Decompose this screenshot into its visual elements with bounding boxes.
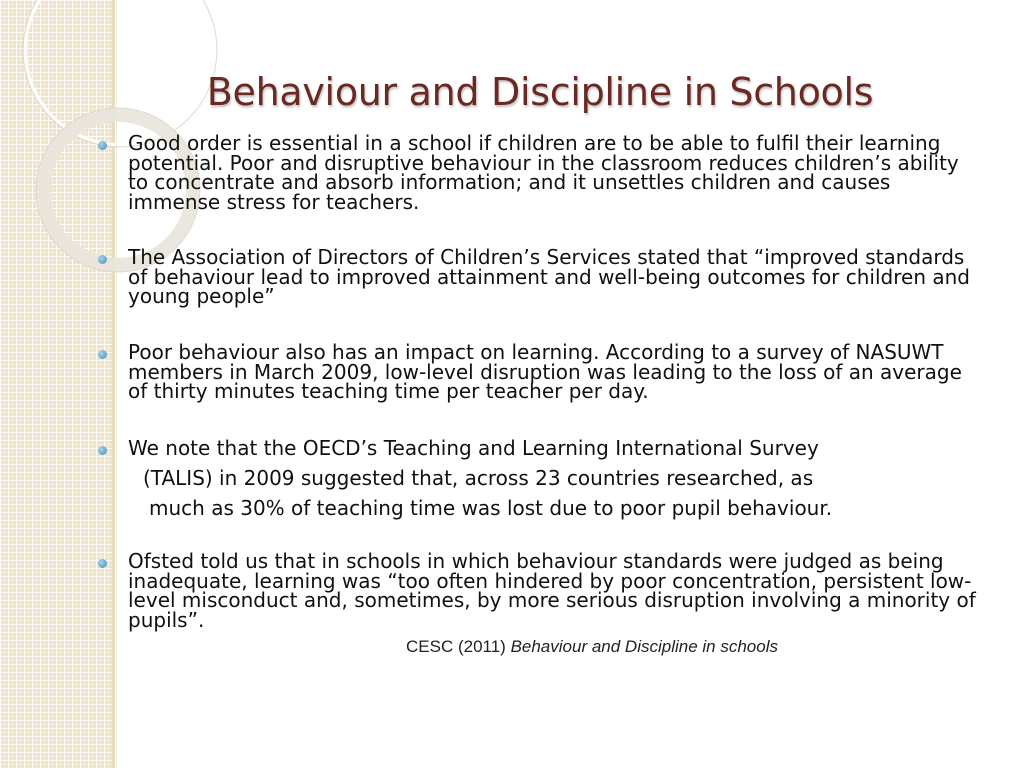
bullet-dot-icon	[98, 350, 107, 359]
bullet-text: Poor behaviour also has an impact on learning. According to a survey of NASUWT members in March 2009, low-level disruption was leading to the loss of an average of thirty minutes teaching time per teacher per day.	[128, 340, 962, 403]
citation-prefix: CESC (2011)	[406, 637, 511, 656]
bullet-dot-icon	[98, 559, 107, 568]
citation	[406, 637, 778, 657]
bullet-dot-icon	[98, 446, 107, 455]
bullet-text: The Association of Directors of Children’s Services stated that “improved standards of behaviour lead to improved attainment and well-being outcomes for children and young people”	[128, 245, 970, 308]
slide-title: Behaviour and Discipline in Schools	[206, 70, 874, 114]
bullet-text: Ofsted told us that in schools in which behaviour standards were judged as being inadequate, learning was “too often hindered by poor concentration, persistent low-level misconduct and, sometimes, by more serious disruption involving a minority of pupils”.	[128, 549, 976, 632]
bullet-dot-icon	[98, 141, 107, 150]
bullet-text: Good order is essential in a school if children are to be able to fulfil their learning potential. Poor and disruptive behaviour in the classroom reduces children’s ability to concentrate and absorb information; and it unsettles children and causes immense stress for teachers.	[128, 131, 959, 214]
bullet-text-multiline	[128, 433, 978, 523]
bullet-line: We note that the OECD’s Teaching and Learning International Survey	[128, 436, 819, 460]
bullet-line: (TALIS) in 2009 suggested that, across 23 countries researched, as	[143, 466, 814, 490]
citation-title: Behaviour and Discipline in schools	[510, 637, 778, 656]
bullet-dot-icon	[98, 255, 107, 264]
bullet-line: much as 30% of teaching time was lost due to poor pupil behaviour.	[149, 496, 833, 520]
